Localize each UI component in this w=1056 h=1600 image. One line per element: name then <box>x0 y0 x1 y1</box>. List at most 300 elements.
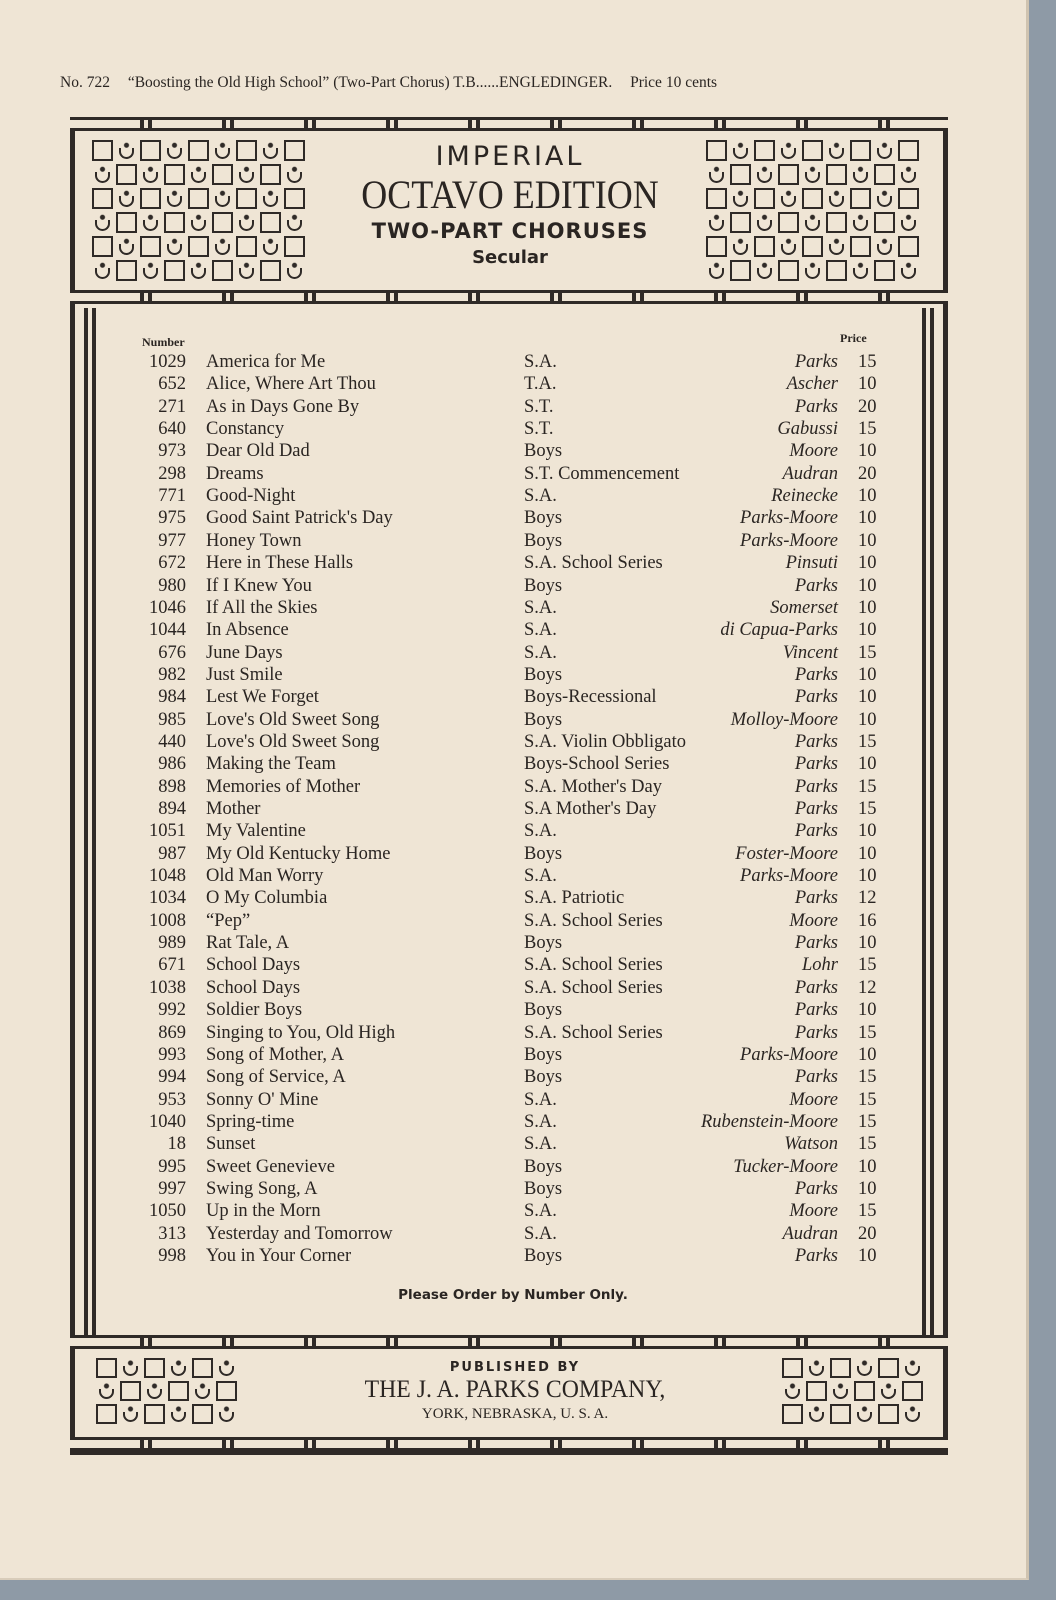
tulip-ornament-icon <box>116 140 137 161</box>
composer: Parks <box>794 799 838 819</box>
price: 20 <box>858 396 877 417</box>
square-ornament-icon <box>236 140 257 161</box>
composer: Parks <box>794 1067 838 1088</box>
list-item <box>0 597 1000 619</box>
list-item <box>0 552 1000 574</box>
tulip-ornament-icon <box>878 1381 899 1401</box>
square-ornament-icon <box>754 188 775 209</box>
song-title: Dreams <box>206 463 264 484</box>
order-note: Please Order by Number Only. <box>398 1287 628 1303</box>
voicing: T.A. <box>524 374 557 395</box>
song-title: School Days <box>206 977 301 998</box>
price: 15 <box>858 1089 877 1110</box>
tulip-ornament-icon <box>188 212 209 233</box>
list-item <box>0 820 1000 842</box>
tulip-ornament-icon <box>802 212 823 233</box>
price: 15 <box>858 955 877 976</box>
voicing: S.A. <box>524 486 557 507</box>
list-item <box>0 440 1000 462</box>
square-ornament-icon <box>730 260 751 281</box>
tulip-ornament-icon <box>236 164 257 185</box>
tulip-ornament-icon <box>212 236 233 257</box>
voicing: S.A. Violin Obbligato <box>524 731 686 752</box>
composer: di Capua-Parks <box>720 620 838 641</box>
list-item <box>0 686 1000 708</box>
square-ornament-icon <box>212 212 233 233</box>
price: 10 <box>858 1178 877 1199</box>
tulip-ornament-icon <box>260 236 281 257</box>
catalog-number: 984 <box>158 687 186 708</box>
price: 10 <box>858 843 877 864</box>
list-item <box>0 664 1000 686</box>
tulip-ornament-icon <box>236 260 257 281</box>
price: 15 <box>858 642 877 663</box>
list-item <box>0 1178 1000 1200</box>
tulip-ornament-icon <box>802 260 823 281</box>
tulip-ornament-icon <box>120 1404 141 1424</box>
tulip-ornament-icon <box>782 1381 803 1401</box>
composer: Parks <box>794 1022 838 1043</box>
square-ornament-icon <box>706 188 727 209</box>
song-title: Alice, Where Art Thou <box>206 374 376 395</box>
voicing: Boys <box>524 664 563 685</box>
composer: Tucker-Moore <box>733 1156 838 1177</box>
song-title: Old Man Worry <box>206 866 324 887</box>
square-ornament-icon <box>898 236 919 257</box>
tulip-ornament-icon <box>216 1404 237 1424</box>
square-ornament-icon <box>116 260 137 281</box>
voicing: Boys <box>524 1246 563 1266</box>
square-ornament-icon <box>874 164 895 185</box>
footer-left-ornament <box>96 1358 237 1424</box>
tulip-ornament-icon <box>116 236 137 257</box>
square-ornament-icon <box>802 188 823 209</box>
voicing: S.T. <box>524 419 554 440</box>
catalog-number: 18 <box>167 1134 186 1155</box>
song-title: In Absence <box>206 620 289 641</box>
price: 10 <box>858 709 877 730</box>
title-secular: Secular <box>472 247 548 268</box>
voicing: Boys <box>524 1000 563 1021</box>
composer: Watson <box>784 1134 838 1155</box>
composer: Parks <box>794 687 838 708</box>
list-item <box>0 418 1000 440</box>
tulip-ornament-icon <box>754 164 775 185</box>
composer: Parks <box>794 1178 838 1199</box>
voicing: Boys <box>524 709 563 730</box>
square-ornament-icon <box>260 212 281 233</box>
catalog-number: 997 <box>158 1178 186 1199</box>
tulip-ornament-icon <box>212 188 233 209</box>
advertisement-line <box>60 74 960 92</box>
song-title: As in Days Gone By <box>206 396 360 417</box>
square-ornament-icon <box>284 188 305 209</box>
square-ornament-icon <box>850 140 871 161</box>
tulip-ornament-icon <box>168 1404 189 1424</box>
tulip-ornament-icon <box>706 212 727 233</box>
list-item <box>0 865 1000 887</box>
song-title: Yesterday and Tomorrow <box>206 1223 393 1244</box>
song-title: Just Smile <box>206 664 283 685</box>
tulip-ornament-icon <box>212 140 233 161</box>
list-item <box>0 1223 1000 1245</box>
voicing: Boys <box>524 843 563 864</box>
list-item <box>0 977 1000 999</box>
tulip-ornament-icon <box>730 236 751 257</box>
square-ornament-icon <box>92 188 113 209</box>
price: 10 <box>858 597 877 618</box>
square-ornament-icon <box>260 164 281 185</box>
catalog-number: 1051 <box>149 821 186 842</box>
catalog-number: 771 <box>158 486 186 507</box>
price: 10 <box>858 620 877 641</box>
composer: Audran <box>782 1223 838 1244</box>
catalog-number: 987 <box>158 843 186 864</box>
composer: Parks <box>794 575 838 596</box>
catalog-number: 977 <box>158 530 186 551</box>
catalog-number: 1008 <box>149 910 186 931</box>
composer: Somerset <box>770 597 838 618</box>
price: 10 <box>858 486 877 507</box>
list-item <box>0 1133 1000 1155</box>
voicing: Boys <box>524 1178 563 1199</box>
tulip-ornament-icon <box>164 236 185 257</box>
list-item <box>0 776 1000 798</box>
list-item <box>0 1200 1000 1222</box>
price: 15 <box>858 776 877 797</box>
catalog-number: 672 <box>158 553 186 574</box>
list-item <box>0 731 1000 753</box>
square-ornament-icon <box>164 212 185 233</box>
square-ornament-icon <box>802 236 823 257</box>
list-item <box>0 642 1000 664</box>
voicing: S.A. <box>524 642 557 663</box>
composer: Parks <box>794 664 838 685</box>
tulip-ornament-icon <box>140 260 161 281</box>
catalog-number: 298 <box>158 463 186 484</box>
square-ornament-icon <box>730 164 751 185</box>
tulip-ornament-icon <box>802 164 823 185</box>
voicing: Boys <box>524 441 563 462</box>
tulip-ornament-icon <box>850 212 871 233</box>
voicing: Boys-Recessional <box>524 687 657 708</box>
catalog-number: 986 <box>158 754 186 775</box>
tulip-ornament-icon <box>826 236 847 257</box>
composer: Rubenstein-Moore <box>701 1111 838 1132</box>
catalog-number: 989 <box>158 933 186 954</box>
voicing: Boys <box>524 530 563 551</box>
catalog-number: 313 <box>158 1223 186 1244</box>
song-title: My Old Kentucky Home <box>206 843 391 864</box>
price: 15 <box>858 1111 877 1132</box>
footer-right-ornament <box>782 1358 923 1424</box>
song-title: If All the Skies <box>206 597 318 618</box>
catalog-number: 982 <box>158 664 186 685</box>
square-ornament-icon <box>212 260 233 281</box>
square-ornament-icon <box>192 1404 213 1424</box>
square-ornament-icon <box>782 1404 803 1424</box>
composer: Parks <box>794 352 838 372</box>
square-ornament-icon <box>216 1381 237 1401</box>
song-title: Good-Night <box>206 486 296 507</box>
song-title: Love's Old Sweet Song <box>206 731 380 752</box>
square-ornament-icon <box>236 188 257 209</box>
composer: Parks <box>794 1000 838 1021</box>
price: 15 <box>858 799 877 819</box>
tulip-ornament-icon <box>92 164 113 185</box>
list-item <box>0 485 1000 507</box>
square-ornament-icon <box>898 188 919 209</box>
tulip-ornament-icon <box>850 164 871 185</box>
composer: Moore <box>789 441 838 462</box>
price: 10 <box>858 553 877 574</box>
header-left-ornament <box>92 140 305 281</box>
song-title: Lest We Forget <box>206 687 319 708</box>
list-item <box>0 843 1000 865</box>
tulip-ornament-icon <box>730 188 751 209</box>
composer: Parks-Moore <box>740 1044 838 1065</box>
tulip-ornament-icon <box>164 188 185 209</box>
square-ornament-icon <box>878 1404 899 1424</box>
catalog-number: 973 <box>158 441 186 462</box>
list-item <box>0 1066 1000 1088</box>
voicing: S.A. <box>524 352 557 372</box>
song-title: Memories of Mother <box>206 776 361 797</box>
list-item <box>0 1022 1000 1044</box>
list-item <box>0 396 1000 418</box>
square-ornament-icon <box>850 188 871 209</box>
list-item <box>0 999 1000 1021</box>
catalog-number: 1040 <box>149 1111 186 1132</box>
square-ornament-icon <box>144 1404 165 1424</box>
price: 10 <box>858 933 877 954</box>
price: 10 <box>858 1044 877 1065</box>
composer: Moore <box>789 1201 838 1222</box>
voicing: S.A. School Series <box>524 955 663 976</box>
list-item <box>0 1156 1000 1178</box>
voicing: S.T. Commencement <box>524 463 680 484</box>
square-ornament-icon <box>116 212 137 233</box>
tulip-ornament-icon <box>806 1358 827 1378</box>
list-item <box>0 351 1000 373</box>
square-ornament-icon <box>188 236 209 257</box>
composer: Parks <box>794 977 838 998</box>
voicing: S.A. <box>524 1223 557 1244</box>
published-by: PUBLISHED BY <box>449 1360 581 1375</box>
song-title: June Days <box>206 642 283 663</box>
price: 12 <box>858 888 877 909</box>
price: 16 <box>858 910 877 931</box>
price: 10 <box>858 821 877 842</box>
square-ornament-icon <box>164 260 185 281</box>
song-title: Song of Service, A <box>206 1067 346 1088</box>
square-ornament-icon <box>284 236 305 257</box>
tulip-ornament-icon <box>854 1404 875 1424</box>
catalog-number: 1050 <box>149 1201 186 1222</box>
voicing: S.A. School Series <box>524 553 663 574</box>
square-ornament-icon <box>120 1381 141 1401</box>
tulip-ornament-icon <box>116 188 137 209</box>
voicing: Boys-School Series <box>524 754 670 775</box>
tulip-ornament-icon <box>284 164 305 185</box>
composer: Parks <box>794 821 838 842</box>
catalog-number: 640 <box>158 419 186 440</box>
tulip-ornament-icon <box>898 260 919 281</box>
square-ornament-icon <box>754 236 775 257</box>
tulip-ornament-icon <box>164 140 185 161</box>
song-title: My Valentine <box>206 821 306 842</box>
tulip-ornament-icon <box>730 140 751 161</box>
voicing: S.T. <box>524 396 554 417</box>
voicing: S.A. Mother's Day <box>524 776 662 797</box>
voicing: S.A. <box>524 1111 557 1132</box>
footer-top-band <box>70 1335 948 1349</box>
square-ornament-icon <box>188 140 209 161</box>
tulip-ornament-icon <box>144 1381 165 1401</box>
tulip-ornament-icon <box>192 1381 213 1401</box>
catalog-number: 994 <box>158 1067 186 1088</box>
catalog-number: 995 <box>158 1156 186 1177</box>
price: 10 <box>858 530 877 551</box>
tulip-ornament-icon <box>778 188 799 209</box>
tulip-ornament-icon <box>806 1404 827 1424</box>
tulip-ornament-icon <box>92 212 113 233</box>
list-item <box>0 1245 1000 1267</box>
top-border-band <box>70 117 948 131</box>
catalog-number: 980 <box>158 575 186 596</box>
price: 15 <box>858 1067 877 1088</box>
square-ornament-icon <box>830 1358 851 1378</box>
list-item <box>0 887 1000 909</box>
voicing: S.A. <box>524 620 557 641</box>
tulip-ornament-icon <box>140 164 161 185</box>
square-ornament-icon <box>116 164 137 185</box>
square-ornament-icon <box>826 164 847 185</box>
price: 10 <box>858 1156 877 1177</box>
catalog-number: 1029 <box>149 352 186 372</box>
edition-title <box>315 140 705 270</box>
tulip-ornament-icon <box>188 260 209 281</box>
list-item <box>0 530 1000 552</box>
square-ornament-icon <box>898 140 919 161</box>
square-ornament-icon <box>212 164 233 185</box>
title-octavo-edition: OCTAVO EDITION <box>361 172 659 217</box>
square-ornament-icon <box>706 140 727 161</box>
price: 10 <box>858 687 877 708</box>
square-ornament-icon <box>706 236 727 257</box>
tulip-ornament-icon <box>778 236 799 257</box>
tulip-ornament-icon <box>140 212 161 233</box>
price: 15 <box>858 419 877 440</box>
list-item <box>0 1111 1000 1133</box>
header-bottom-band <box>70 290 948 304</box>
tulip-ornament-icon <box>902 1358 923 1378</box>
song-title: Honey Town <box>206 530 302 551</box>
ad-price: Price 10 cents <box>630 74 718 91</box>
square-ornament-icon <box>92 140 113 161</box>
catalog-number: 894 <box>158 799 186 819</box>
square-ornament-icon <box>164 164 185 185</box>
tulip-ornament-icon <box>120 1358 141 1378</box>
tulip-ornament-icon <box>898 164 919 185</box>
title-imperial: IMPERIAL <box>435 141 585 172</box>
square-ornament-icon <box>830 1404 851 1424</box>
voicing: Boys <box>524 1044 563 1065</box>
voicing: Boys <box>524 575 563 596</box>
song-title: America for Me <box>206 352 326 372</box>
voicing: S.A. <box>524 1089 557 1110</box>
song-title: Sweet Genevieve <box>206 1156 335 1177</box>
composer: Moore <box>789 910 838 931</box>
voicing: S.A. <box>524 821 557 842</box>
catalog-number: 869 <box>158 1022 186 1043</box>
list-item <box>0 1089 1000 1111</box>
price: 10 <box>858 664 877 685</box>
list-item <box>0 575 1000 597</box>
catalog-number: 1044 <box>149 620 186 641</box>
composer: Parks <box>794 888 838 909</box>
list-item <box>0 910 1000 932</box>
square-ornament-icon <box>778 164 799 185</box>
square-ornament-icon <box>854 1381 875 1401</box>
song-title: Spring-time <box>206 1111 295 1132</box>
song-title: Sunset <box>206 1134 256 1155</box>
catalog-number: 998 <box>158 1246 186 1266</box>
composer: Foster-Moore <box>735 843 838 864</box>
tulip-ornament-icon <box>850 260 871 281</box>
voicing: Boys <box>524 1067 563 1088</box>
catalog-number: 671 <box>158 955 186 976</box>
square-ornament-icon <box>140 188 161 209</box>
tulip-ornament-icon <box>754 260 775 281</box>
tulip-ornament-icon <box>96 1381 117 1401</box>
composer: Reinecke <box>771 486 838 507</box>
voicing: S.A. <box>524 866 557 887</box>
composer: Vincent <box>782 642 838 663</box>
song-title: You in Your Corner <box>206 1246 352 1266</box>
catalog-number: 985 <box>158 709 186 730</box>
composer: Parks-Moore <box>740 508 838 529</box>
song-title: O My Columbia <box>206 888 328 909</box>
catalog-number: 1048 <box>149 866 186 887</box>
price: 15 <box>858 1201 877 1222</box>
composer: Parks-Moore <box>740 866 838 887</box>
square-ornament-icon <box>730 212 751 233</box>
song-title: Mother <box>206 799 261 819</box>
catalog-number: 652 <box>158 374 186 395</box>
list-item <box>0 954 1000 976</box>
square-ornament-icon <box>192 1358 213 1378</box>
publisher-name: THE J. A. PARKS COMPANY, <box>364 1376 666 1403</box>
song-title: Constancy <box>206 419 285 440</box>
composer: Lohr <box>802 955 838 976</box>
catalog-number: 440 <box>158 731 186 752</box>
price: 15 <box>858 731 877 752</box>
voicing: S.A. School Series <box>524 977 663 998</box>
square-ornament-icon <box>96 1358 117 1378</box>
catalog-number: 1038 <box>149 977 186 998</box>
song-title: Soldier Boys <box>206 1000 303 1021</box>
list-item <box>0 619 1000 641</box>
composer: Molloy-Moore <box>730 709 838 730</box>
price: 10 <box>858 1000 877 1021</box>
price: 15 <box>858 352 877 372</box>
list-item <box>0 932 1000 954</box>
square-ornament-icon <box>802 140 823 161</box>
tulip-ornament-icon <box>778 140 799 161</box>
bottom-border-band <box>70 1437 948 1451</box>
catalog-number: 271 <box>158 396 186 417</box>
